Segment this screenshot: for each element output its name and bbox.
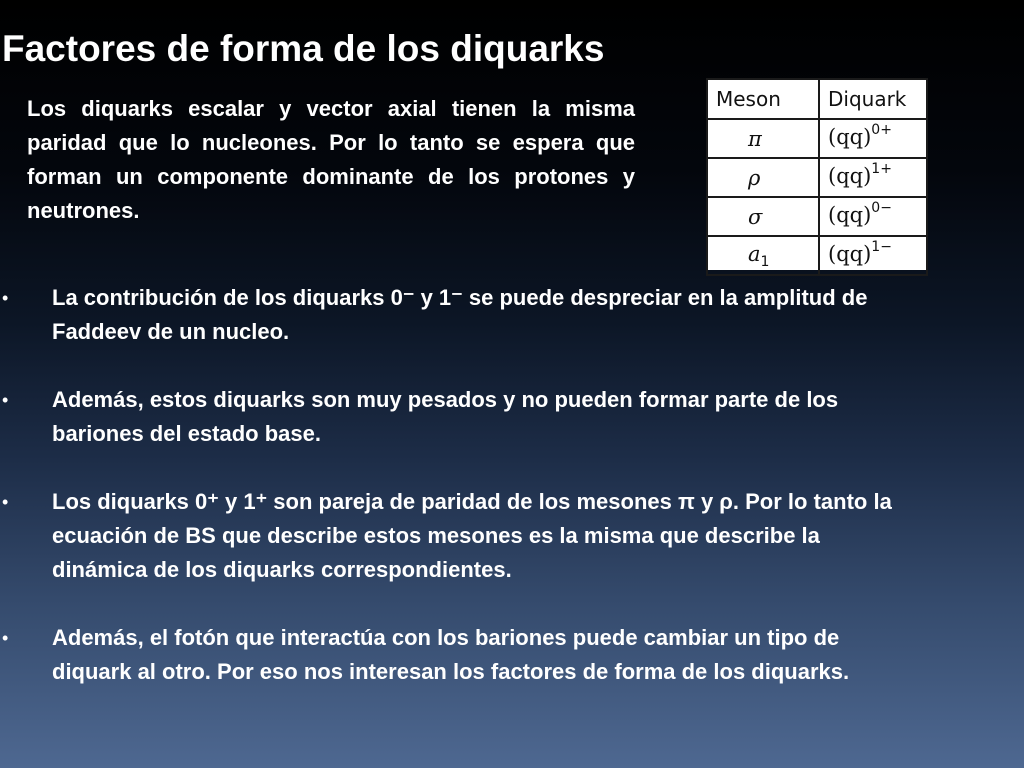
table-header-row xyxy=(707,79,927,119)
bullet-text: Además, el fotón que interactúa con los bariones puede cambiar un tipo de diquark al otro. Por eso nos interesan los factores de forma de los diquarks. xyxy=(52,625,850,684)
meson-symbol: a xyxy=(748,242,761,266)
meson-symbol: π xyxy=(748,126,762,151)
diquark-cell xyxy=(819,119,927,158)
slide-title: Factores de forma de los diquarks xyxy=(2,28,605,69)
list-item xyxy=(0,281,900,349)
diquark-superscript: 0− xyxy=(871,200,892,216)
bullet-icon: • xyxy=(2,492,9,512)
diquark-superscript: 0+ xyxy=(871,122,892,138)
meson-symbol: σ xyxy=(748,204,763,229)
bullet-icon: • xyxy=(2,288,9,308)
table-row xyxy=(707,197,927,236)
meson-symbol: ρ xyxy=(748,165,761,190)
meson-cell xyxy=(707,158,819,197)
diquark-symbol: (qq) xyxy=(828,203,872,227)
diquark-cell xyxy=(819,236,927,275)
diquark-superscript: 1− xyxy=(871,239,892,255)
meson-cell xyxy=(707,119,819,158)
meson-diquark-table xyxy=(706,78,928,276)
diquark-symbol: (qq) xyxy=(828,164,872,188)
table-row xyxy=(707,236,927,275)
intro-paragraph: Los diquarks escalar y vector axial tienen la misma paridad que lo nucleones. Por lo tanto se espera que forman un componente dominante de los protones y neutrones. xyxy=(27,96,635,223)
diquark-superscript: 1+ xyxy=(871,161,892,177)
bullet-text: Los diquarks 0⁺ y 1⁺ son pareja de paridad de los mesones π y ρ. Por lo tanto la ecuación de BS que describe estos mesones es la misma que describe la dinámica de los diquarks correspondientes. xyxy=(52,489,892,582)
table-row xyxy=(707,119,927,158)
table-row xyxy=(707,158,927,197)
bullet-icon: • xyxy=(2,390,9,410)
meson-cell xyxy=(707,236,819,275)
header-diquark: Diquark xyxy=(819,79,927,119)
diquark-cell xyxy=(819,158,927,197)
meson-diquark-table-image xyxy=(706,78,928,270)
meson-cell xyxy=(707,197,819,236)
header-meson: Meson xyxy=(707,79,819,119)
diquark-symbol: (qq) xyxy=(828,242,872,266)
diquark-cell xyxy=(819,197,927,236)
list-item xyxy=(0,383,900,451)
list-item xyxy=(0,621,900,689)
bullet-list xyxy=(0,281,900,723)
bullet-text: Además, estos diquarks son muy pesados y no pueden formar parte de los bariones del estado base. xyxy=(52,387,839,446)
meson-subscript: 1 xyxy=(760,254,770,270)
list-item xyxy=(0,485,900,587)
bullet-icon: • xyxy=(2,628,9,648)
diquark-symbol: (qq) xyxy=(828,125,872,149)
bullet-text: La contribución de los diquarks 0⁻ y 1⁻ se puede despreciar en la amplitud de Faddeev de un nucleo. xyxy=(52,285,868,344)
